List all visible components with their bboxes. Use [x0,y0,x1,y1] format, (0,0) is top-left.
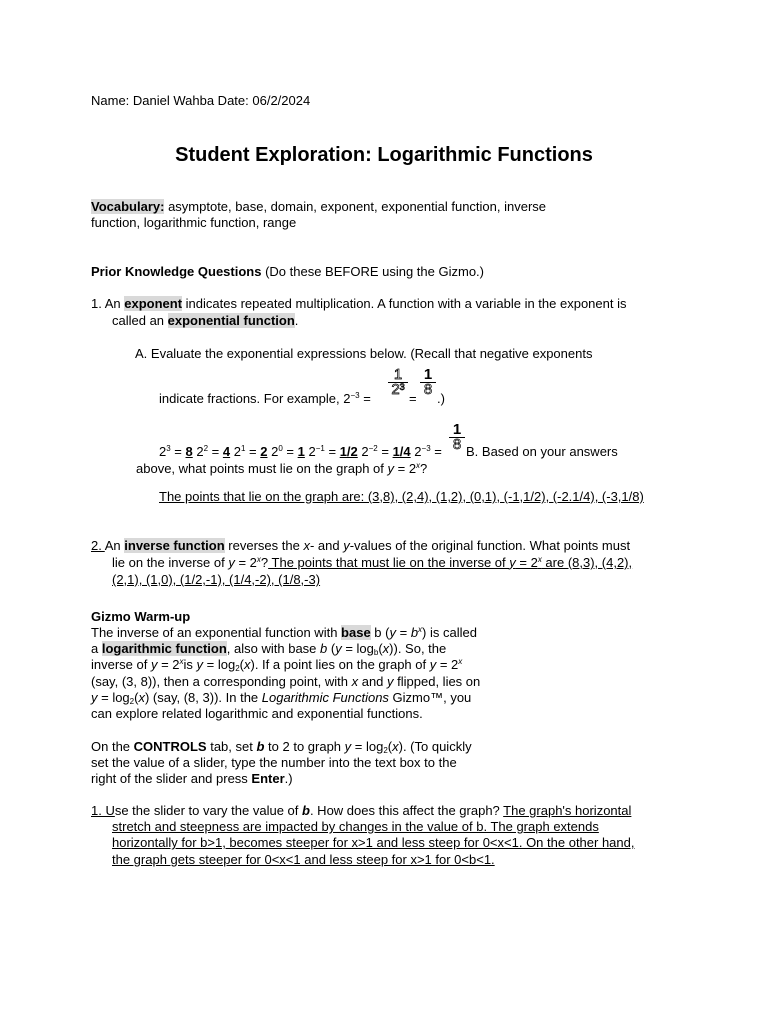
part-b-line-2: above, what points must lie on the graph of $y = 2^x$? [136,461,428,476]
warmup-question-1-line-3: horizontally for b>1, becomes steeper for x>1 and less steep for 0<x<1. On the other hand, [112,835,635,850]
controls-line-3: right of the slider and press Enter.) [91,771,293,786]
part-a-line-1: A. Evaluate the exponential expressions below. (Recall that negative exponents [135,346,593,361]
warmup-heading: Gizmo Warm-up [91,609,191,624]
question-2-line-3: (2,1), (1,0), (1/2,-1), (1/4,-2), (1/8,-3) [112,572,321,587]
answer-2-2: $2^2 = 4$ [196,444,231,459]
warmup-line-6: can explore related logarithmic and exponential functions. [91,706,423,721]
page-title: Student Exploration: Logarithmic Functions [175,144,593,166]
warmup-line-4: (say, (3, 8)), then a corresponding point, with x and y flipped, lies on [91,674,481,689]
part-a-eq-2: = [409,391,417,406]
warmup-line-2: a logarithmic function, also with base b $(y = \log_b(x))$. So, the [91,641,447,657]
vocabulary-label: Vocabulary: [91,199,165,214]
question-2-line-2: lie on the inverse of $y = 2^x$? The points that must lie on the inverse of $y = 2^x$ are (8,3), (4,2), [112,555,633,570]
warmup-question-1-line-1: 1. Use the slider to vary the value of b. How does this affect the graph? The graph's horizontal [91,803,632,818]
answer-2-neg2: $2^{-2} = 1/4$ [361,444,411,459]
answer-2-1: $2^1 = 2$ [233,444,268,459]
exponent-answers [159,444,442,460]
vocabulary-line-1: Vocabulary: asymptote, base, domain, exponent, exponential function, inverse [91,199,547,214]
warmup-line-3: inverse of $y = 2^xis$ $y = \log_2(x)$. If a point lies on the graph of $y = 2^x$ [91,657,463,673]
part-b-line-1: B. Based on your answers [466,444,618,459]
prior-knowledge-heading: Prior Knowledge Questions (Do these BEFORE using the Gizmo.) [91,264,484,279]
answer-fraction-1-8: 1 8 [448,423,466,452]
question-2-line-1: 2. An inverse function reverses the x- and y-values of the original function. What points must [91,538,631,553]
warmup-question-1-line-2: stretch and steepness are impacted by changes in the value of b. The graph extends [112,819,599,834]
warmup-question-1-line-4: the graph gets steeper for 0<x<1 and less steep for x>1 for 0<b<1. [112,852,495,867]
answer-2-0: $2^0 = 1$ [271,444,305,459]
example-fraction-2: 1 8 [419,368,437,397]
term-exponential-function: exponential function [167,313,295,328]
part-a-end: .) [437,391,445,406]
question-1-line-1: 1. An exponent indicates repeated multiplication. A function with a variable in the exponent is [91,296,627,311]
part-a-line-2: indicate fractions. For example, $2^{-3}$ = [159,391,371,406]
vocabulary-line-2: function, logarithmic function, range [91,215,297,230]
answer-2-3: $2^3 = 8$ [159,444,193,459]
question-1-line-2: called an exponential function. [112,313,299,328]
part-b-answer: The points that lie on the graph are: (3,8), (2,4), (1,2), (0,1), (-1,1/2), (-2.1/4), (-3,1/8) [159,489,644,504]
controls-line-2: set the value of a slider, type the number into the text box to the [91,755,457,770]
answer-2-neg1: $2^{-1} = 1/2$ [308,444,358,459]
name-date-line: Name: Daniel Wahba Date: 06/2/2024 [91,93,311,108]
answer-2-neg3: $2^{-3}$ = [414,444,442,459]
term-base: base [341,625,371,640]
term-inverse-function: inverse function [124,538,225,553]
term-exponent: exponent [124,296,183,311]
term-logarithmic-function: logarithmic function [101,641,227,656]
warmup-line-5: $y = \log_2(x)$ (say, (8, 3)). In the Logarithmic Functions Gizmo™, you [91,690,472,706]
warmup-line-1: The inverse of an exponential function with base b $(y = b^x)$ is called [91,625,477,640]
example-fraction-1: 1 2³ [387,368,409,397]
controls-line-1: On the CONTROLS tab, set b to 2 to graph $y = \log_2(x)$. (To quickly [91,739,472,755]
